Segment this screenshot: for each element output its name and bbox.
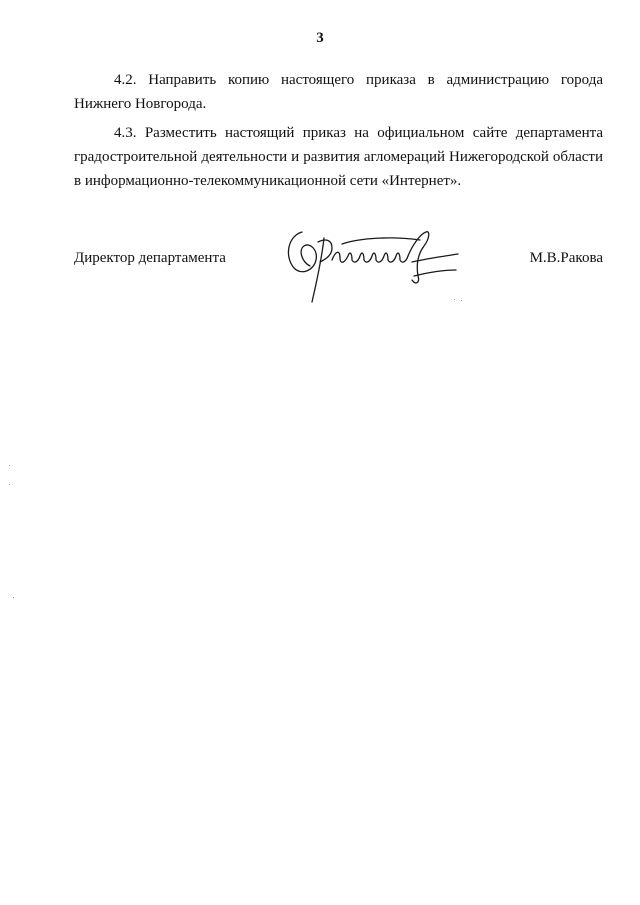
signer-name: М.В.Ракова <box>529 250 603 266</box>
scan-speck <box>13 597 14 598</box>
scan-speck <box>9 484 10 485</box>
scan-speck <box>454 299 455 300</box>
paragraph-4-3: 4.3. Разместить настоящий приказ на официальном сайте департамента градостроительной деятельности и развития агломераций Нижегородской области в информационно-телекоммуникационной сети «Интернет». <box>74 125 603 189</box>
page-number: 3 <box>316 30 324 46</box>
handwritten-signature <box>280 220 470 310</box>
paragraph-4-2: 4.2. Направить копию настоящего приказа в администрацию города Нижнего Новгорода. <box>74 72 603 112</box>
scan-speck <box>461 300 462 301</box>
signer-title: Директор департамента <box>74 250 226 266</box>
scan-speck <box>9 465 10 466</box>
document-body <box>74 68 603 198</box>
